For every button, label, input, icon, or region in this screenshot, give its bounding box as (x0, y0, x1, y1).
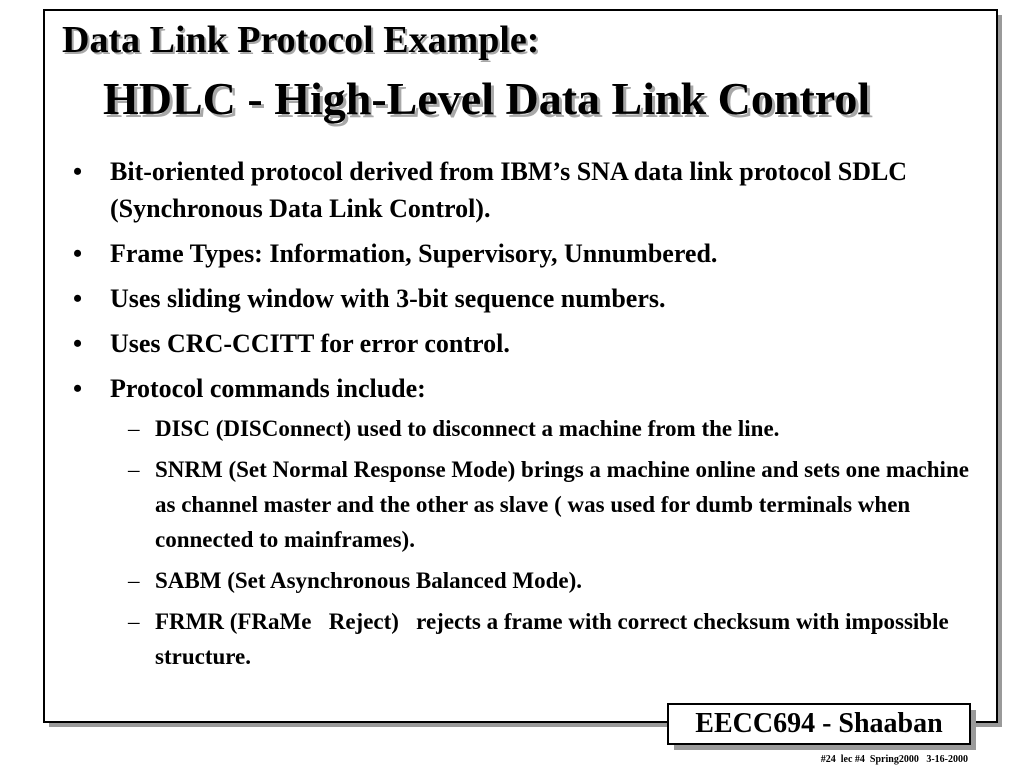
sub-bullet-text: DISC (DISConnect) used to disconnect a machine from the line. (155, 416, 780, 441)
command-list (110, 411, 990, 674)
bullet-item-frame-types (70, 235, 990, 272)
footer-badge: EECC694 - Shaaban (667, 703, 971, 745)
sub-bullet-frmr (110, 604, 990, 674)
slide-title: Data Link Protocol Example: (62, 19, 540, 61)
bullet-marker: • (73, 374, 83, 403)
bullet-text: Uses sliding window with 3-bit sequence numbers. (110, 284, 666, 313)
bullet-item-crc (70, 325, 990, 362)
bullet-text: Bit-oriented protocol derived from IBM’s SNA data link protocol SDLC (Synchronous Data Link Control). (110, 157, 908, 223)
bullet-list (70, 153, 990, 682)
sub-bullet-marker: – (128, 609, 140, 634)
bullet-marker: • (73, 329, 83, 358)
bullet-marker: • (73, 239, 83, 268)
footer-note: #24 lec #4 Spring2000 3-16-2000 (820, 754, 968, 765)
sub-bullet-text: SABM (Set Asynchronous Balanced Mode). (155, 568, 583, 593)
sub-bullet-sabm (110, 563, 990, 598)
sub-bullet-snrm (110, 452, 990, 557)
bullet-marker: • (73, 284, 83, 313)
bullet-text: Frame Types: Information, Supervisory, Unnumbered. (110, 239, 718, 268)
bullet-marker: • (73, 157, 83, 186)
sub-bullet-disc (110, 411, 990, 446)
sub-bullet-marker: – (128, 568, 140, 593)
bullet-item-sliding-window (70, 280, 990, 317)
bullet-item-origin (70, 153, 990, 227)
sub-bullet-marker: – (128, 457, 140, 482)
sub-bullet-text: SNRM (Set Normal Response Mode) brings a machine online and sets one machine as channel master and the other as slave ( was used for dumb terminals when connected to mainframes). (155, 457, 969, 552)
slide-subtitle: HDLC - High-Level Data Link Control (103, 73, 871, 124)
bullet-text: Protocol commands include: (110, 374, 426, 403)
bullet-text: Uses CRC-CCITT for error control. (110, 329, 510, 358)
sub-bullet-marker: – (128, 416, 140, 441)
bullet-item-commands (70, 370, 990, 674)
sub-bullet-text: FRMR (FRaMe Reject) rejects a frame with correct checksum with impossible structure. (155, 609, 955, 669)
